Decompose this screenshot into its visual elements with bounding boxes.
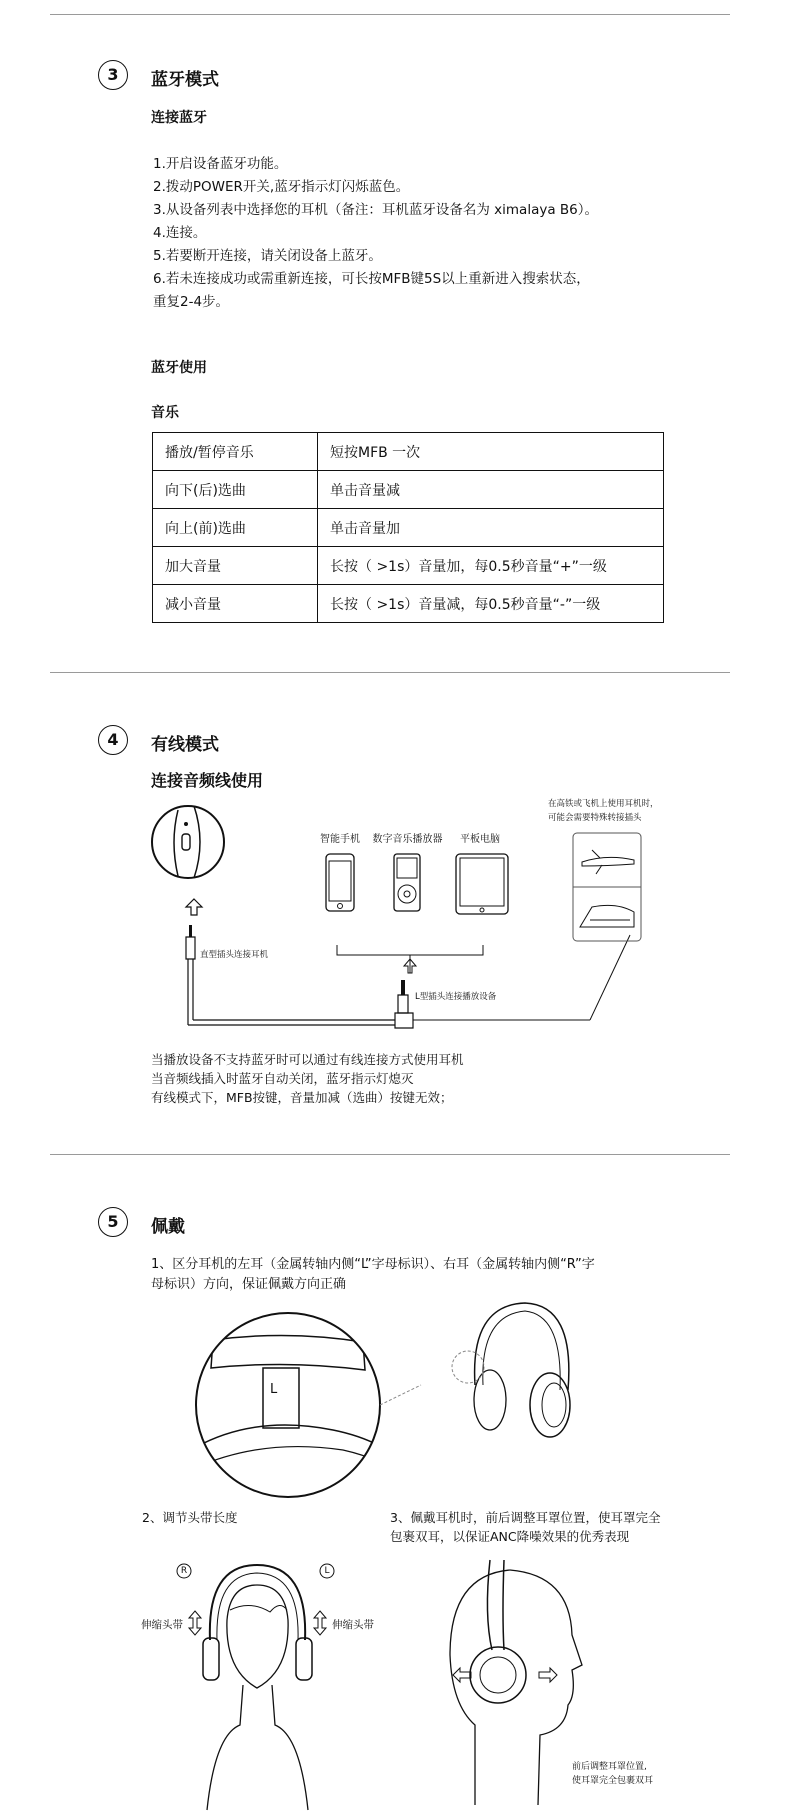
section-divider-1 — [50, 672, 730, 673]
move-forward-arrow-icon — [538, 1667, 558, 1683]
table-row — [153, 471, 664, 509]
section-number-4: 4 — [98, 725, 128, 755]
adjust-note — [572, 1760, 653, 1788]
l-plug-label: L型插头连接播放设备 — [415, 992, 497, 1002]
wired-title: 有线模式 — [151, 735, 219, 755]
wired-note-2: 当音频线插入时蓝牙自动关闭，蓝牙指示灯熄灭 — [151, 1071, 414, 1086]
step-4: 4.连接。 — [153, 225, 207, 241]
move-back-arrow-icon — [452, 1667, 472, 1683]
zoom-l-letter: L — [270, 1382, 278, 1397]
table-cell-action: 减小音量 — [153, 585, 318, 623]
step-6: 6.若未连接成功或需重新连接，可长按MFB键5S以上重新进入搜索状态， — [153, 271, 590, 287]
wear-step-1 — [151, 1255, 731, 1295]
bluetooth-use-title: 蓝牙使用 — [151, 360, 207, 376]
table-row — [153, 547, 664, 585]
earcup-port-illustration — [150, 800, 230, 890]
stretch-headband-right-label: 伸缩头带 — [332, 1619, 374, 1631]
wear-step-1-line-2: 母标识）方向，保证佩戴方向正确 — [151, 1277, 347, 1292]
section-number-3: 3 — [98, 60, 128, 90]
device-label-player: 数字音乐播放器 — [372, 834, 443, 845]
top-divider — [50, 14, 730, 15]
table-cell-operation: 长按（ >1s）音量加，每0.5秒音量“+”一级 — [318, 547, 664, 585]
section-number-5: 5 — [98, 1207, 128, 1237]
travel-note-line-1: 在高铁或飞机上使用耳机时， — [548, 799, 659, 809]
music-controls-table — [152, 432, 664, 623]
table-row — [153, 433, 664, 471]
travel-note-line-2: 可能会需要特殊转接插头 — [548, 813, 642, 823]
wired-notes — [151, 1050, 751, 1107]
table-cell-action: 向下(后)选曲 — [153, 471, 318, 509]
stretch-arrow-right-icon — [313, 1610, 327, 1636]
table-cell-action: 加大音量 — [153, 547, 318, 585]
wear-title: 佩戴 — [151, 1217, 185, 1237]
left-ear-mark-zoom-illustration — [173, 1310, 403, 1500]
step-3: 3.从设备列表中选择您的耳机（备注：耳机蓝牙设备名为 ximalaya B6）。 — [153, 202, 599, 218]
step-1: 1.开启设备蓝牙功能。 — [153, 156, 288, 172]
connect-bluetooth-title: 连接蓝牙 — [151, 110, 207, 126]
step-6-cont: 重复2-4步。 — [153, 294, 230, 310]
table-row — [153, 509, 664, 547]
wear-step-1-line-1: 1、区分耳机的左耳（金属转轴内侧“L”字母标识）、右耳（金属转轴内侧“R”字 — [151, 1257, 595, 1272]
step-2: 2.拨动POWER开关,蓝牙指示灯闪烁蓝色。 — [153, 179, 410, 195]
straight-plug-label: 直型插头连接耳机 — [200, 950, 269, 960]
music-title: 音乐 — [151, 405, 179, 421]
stretch-arrow-left-icon — [188, 1610, 202, 1636]
step-5: 5.若要断开连接，请关闭设备上蓝牙。 — [153, 248, 382, 264]
arrow-up-icon — [400, 958, 420, 974]
table-cell-operation: 单击音量减 — [318, 471, 664, 509]
table-row — [153, 585, 664, 623]
adjust-note-line-1: 前后调整耳罩位置, — [572, 1762, 647, 1772]
wired-note-1: 当播放设备不支持蓝牙时可以通过有线连接方式使用耳机 — [151, 1052, 464, 1067]
wired-note-3: 有线模式下，MFB按键，音量加减（选曲）按键无效； — [151, 1090, 453, 1105]
bluetooth-title: 蓝牙模式 — [151, 70, 219, 90]
smartphone-icon — [325, 853, 355, 913]
music-player-icon — [393, 853, 421, 913]
device-label-phone: 智能手机 — [320, 834, 360, 845]
device-label-tablet: 平板电脑 — [460, 834, 500, 845]
l-mark-label: L — [324, 1566, 330, 1576]
arrow-up-icon — [184, 897, 204, 917]
wear-step-3-line-1: 3、佩戴耳机时，前后调整耳罩位置，使耳罩完全 — [390, 1510, 661, 1525]
section-divider-2 — [50, 1154, 730, 1155]
r-mark-label: R — [180, 1566, 188, 1576]
stretch-headband-left-label: 伸缩头带 — [141, 1619, 183, 1631]
head-front-headphones-illustration — [195, 1560, 320, 1810]
wear-step-2: 2、调节头带长度 — [142, 1510, 238, 1525]
audio-cable-illustration — [170, 925, 630, 1040]
airplane-train-adapter-illustration — [572, 832, 642, 942]
adjust-note-line-2: 使耳罩完全包裹双耳 — [572, 1776, 654, 1786]
wired-subtitle: 连接音频线使用 — [151, 771, 264, 790]
table-cell-action: 播放/暂停音乐 — [153, 433, 318, 471]
tablet-icon — [455, 853, 509, 915]
wear-step-3 — [390, 1508, 750, 1546]
table-cell-operation: 短按MFB 一次 — [318, 433, 664, 471]
wear-step-3-line-2: 包裹双耳，以保证ANC降噪效果的优秀表现 — [390, 1529, 630, 1544]
headphones-illustration — [450, 1295, 580, 1445]
bluetooth-steps — [153, 153, 773, 314]
table-cell-action: 向上(前)选曲 — [153, 509, 318, 547]
table-cell-operation: 单击音量加 — [318, 509, 664, 547]
table-cell-operation: 长按（ >1s）音量减，每0.5秒音量“-”一级 — [318, 585, 664, 623]
